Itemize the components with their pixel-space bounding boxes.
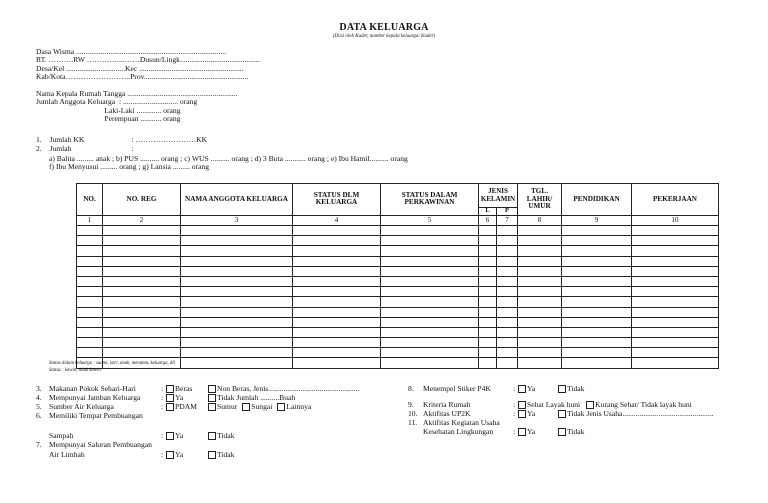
table-cell[interactable] [293, 276, 381, 286]
option-label: Tidak [567, 427, 585, 436]
table-row [77, 317, 719, 327]
checkbox-pdam[interactable] [166, 403, 174, 411]
table-cell[interactable] [479, 266, 497, 276]
checkbox-ya[interactable] [166, 394, 174, 402]
table-cell[interactable] [293, 317, 381, 327]
col-header-pekerjaan: PEKERJAAN [632, 184, 719, 216]
table-cell[interactable] [181, 287, 293, 297]
option-label: Tidak [217, 431, 235, 440]
table-row [77, 236, 719, 246]
table-cell[interactable] [293, 246, 381, 256]
column-number: 5 [381, 215, 479, 225]
option-label: Ya [175, 393, 184, 402]
item-colon: : [131, 143, 134, 153]
table-cell[interactable] [103, 226, 181, 236]
table-cell[interactable] [381, 327, 479, 337]
option-label: Lainnya [286, 402, 312, 411]
question-label: Air Limbah [49, 450, 85, 459]
table-cell[interactable] [497, 266, 518, 276]
table-cell[interactable] [381, 256, 479, 266]
table-cell[interactable] [77, 297, 103, 307]
table-cell[interactable] [77, 246, 103, 256]
item-number: 1. [36, 135, 42, 144]
field-jumlah-anggota[interactable]: Jumlah Anggota Keluarga : ............................. orang [36, 97, 198, 107]
table-cell[interactable] [562, 266, 632, 276]
question-label: Sampah [49, 431, 74, 440]
option-label: Ya [527, 409, 536, 418]
form-subtitle: (Diisi oleh Kader, number kepala keluarga/ Kader) [332, 34, 436, 39]
column-number: 1 [77, 215, 103, 225]
field-kepala-rumah-tangga[interactable]: Nama Kepala Rumah Tangga .......................................................... [36, 88, 238, 98]
table-cell[interactable] [381, 338, 479, 348]
table-cell[interactable] [181, 256, 293, 266]
question-label: Aktifitas UP2K [423, 409, 471, 418]
option-label: Ya [175, 431, 184, 440]
checkbox-ya[interactable] [518, 428, 526, 436]
question-9: 9. Kriteria Rumah : Sehat Layak huni Kurang Sehat/ Tidak layak huni [408, 400, 692, 409]
col-header-no-reg: NO. REG [103, 184, 181, 216]
option-label: Ya [527, 427, 536, 436]
table-cell[interactable] [181, 358, 293, 368]
checkbox-sumur[interactable] [208, 403, 216, 411]
table-cell[interactable] [77, 266, 103, 276]
table-cell[interactable] [518, 276, 562, 286]
table-cell[interactable] [381, 358, 479, 368]
jumlah-detail-2[interactable]: f) Ibu Menyusui ......... orang ; g) Lansia ......... orang [49, 162, 210, 171]
table-cell[interactable] [381, 226, 479, 236]
question-11-kesehatan: Kesehatan Lingkungan : Ya Tidak [423, 427, 585, 436]
table-cell[interactable] [381, 317, 479, 327]
table-cell[interactable] [77, 348, 103, 358]
table-cell[interactable] [181, 317, 293, 327]
table-cell[interactable] [497, 338, 518, 348]
question-7-limbah: Air Limbah : Ya Tidak [49, 450, 235, 459]
table-cell[interactable] [518, 327, 562, 337]
table-cell[interactable] [293, 338, 381, 348]
option-label: Tidak [567, 384, 585, 393]
table-cell[interactable] [562, 297, 632, 307]
checkbox-ya[interactable] [518, 385, 526, 393]
col-header-jenis-kelamin: JENIS KELAMIN [479, 184, 518, 208]
question-label: Mempunyai Jamban Keluarga [49, 393, 141, 402]
question-number: 11. [408, 418, 418, 427]
table-cell[interactable] [479, 246, 497, 256]
option-label: PDAM [175, 402, 197, 411]
table-cell[interactable] [632, 358, 719, 368]
col-header-nama: NAMA ANGGOTA KELUARGA [181, 184, 293, 216]
question-number: 5. [36, 402, 42, 411]
table-cell[interactable] [181, 307, 293, 317]
table-cell[interactable] [518, 287, 562, 297]
table-cell[interactable] [181, 338, 293, 348]
table-cell[interactable] [562, 256, 632, 266]
checkbox-tidak[interactable] [208, 451, 216, 459]
question-5: 5. Sumber Air Keluarga : PDAM Sumur Sungai Lainnya [36, 402, 312, 411]
col-header-no: NO. [77, 184, 103, 216]
table-cell[interactable] [497, 276, 518, 286]
table-cell[interactable] [181, 266, 293, 276]
question-label: Kriteria Rumah [423, 400, 471, 409]
option-label: Ya [175, 450, 184, 459]
option-label: Sehat Layak huni [527, 400, 581, 409]
question-label: Mempunyai Saluran Pembuangan [49, 440, 152, 449]
table-cell[interactable] [497, 236, 518, 246]
table-row [77, 256, 719, 266]
table-cell[interactable] [103, 348, 181, 358]
table-cell[interactable] [381, 276, 479, 286]
checkbox-ya[interactable] [518, 410, 526, 418]
checkbox-sehat-layak-huni[interactable] [518, 401, 526, 409]
item-label: Jumlah KK [49, 135, 85, 144]
table-cell[interactable] [518, 246, 562, 256]
table-cell[interactable] [381, 297, 479, 307]
checkbox-beras[interactable] [166, 385, 174, 393]
table-cell[interactable] [181, 348, 293, 358]
checkbox-tidak[interactable] [558, 385, 566, 393]
table-cell[interactable] [381, 246, 479, 256]
family-member-table [76, 183, 719, 369]
option-label: Sungai [251, 402, 273, 411]
table-cell[interactable] [518, 226, 562, 236]
field-kab-prov[interactable]: Kab/Kota……………………..Prov....................................................... [36, 72, 249, 82]
table-cell[interactable] [497, 327, 518, 337]
option-label: Tidak Jenis Usaha................................................ [567, 409, 714, 418]
table-cell[interactable] [77, 276, 103, 286]
question-label: Sumber Air Keluarga [49, 402, 114, 411]
table-cell[interactable] [77, 256, 103, 266]
table-cell[interactable] [103, 327, 181, 337]
table-cell[interactable] [77, 236, 103, 246]
table-cell[interactable] [497, 287, 518, 297]
table-cell[interactable] [293, 348, 381, 358]
table-cell[interactable] [497, 307, 518, 317]
table-cell[interactable] [497, 297, 518, 307]
table-cell[interactable] [293, 266, 381, 276]
table-row [77, 246, 719, 256]
checkbox-sungai[interactable] [242, 403, 250, 411]
col-header-tgl-lahir: TGL. LAHIR/ UMUR [518, 184, 562, 216]
question-4: 4. Mempunyai Jamban Keluarga : Ya Tidak Jumlah ..........Buah [36, 393, 296, 402]
option-label: Ya [527, 384, 536, 393]
column-number: 7 [497, 215, 518, 225]
option-label: Tidak Jumlah ..........Buah [217, 393, 296, 402]
table-cell[interactable] [181, 246, 293, 256]
column-number: 6 [479, 215, 497, 225]
table-cell[interactable] [103, 338, 181, 348]
table-cell[interactable] [518, 236, 562, 246]
question-number: 3. [36, 384, 42, 393]
table-cell[interactable] [518, 317, 562, 327]
question-10: 10. Aktifitas UP2K : Ya Tidak Jenis Usaha................................................ [408, 409, 714, 418]
checkbox-kurang-sehat[interactable] [586, 401, 594, 409]
table-cell[interactable] [479, 287, 497, 297]
table-row [77, 307, 719, 317]
checkbox-tidak[interactable] [558, 410, 566, 418]
table-cell[interactable] [479, 327, 497, 337]
checkbox-non-beras[interactable] [208, 385, 216, 393]
table-cell[interactable] [479, 317, 497, 327]
table-cell[interactable] [479, 348, 497, 358]
question-number: 8. [408, 384, 414, 393]
question-7 [36, 441, 152, 450]
table-cell[interactable] [632, 327, 719, 337]
table-cell[interactable] [181, 327, 293, 337]
table-cell[interactable] [479, 307, 497, 317]
checkbox-lainnya[interactable] [277, 403, 285, 411]
table-cell[interactable] [562, 327, 632, 337]
column-number: 8 [518, 215, 562, 225]
item-number: 2. [36, 143, 42, 153]
question-8: 8. Menempel Stiker P4K : Ya Tidak [408, 384, 585, 393]
table-cell[interactable] [518, 358, 562, 368]
table-cell[interactable] [562, 358, 632, 368]
table-cell[interactable] [103, 307, 181, 317]
question-label: Aktifitas Kegiatan Usaha [423, 418, 500, 427]
checkbox-tidak[interactable] [208, 432, 216, 440]
table-cell[interactable] [103, 297, 181, 307]
table-cell[interactable] [479, 256, 497, 266]
table-cell[interactable] [77, 327, 103, 337]
table-cell[interactable] [479, 226, 497, 236]
column-number: 2 [103, 215, 181, 225]
table-cell[interactable] [562, 348, 632, 358]
table-row [77, 327, 719, 337]
table-cell[interactable] [632, 236, 719, 246]
table-cell[interactable] [77, 226, 103, 236]
question-label: Kesehatan Lingkungan [423, 427, 494, 436]
table-cell[interactable] [497, 226, 518, 236]
table-cell[interactable] [77, 338, 103, 348]
item-label: Jumlah [49, 143, 72, 153]
field-perempuan[interactable]: Perempuan ........... orang [36, 114, 181, 124]
table-cell[interactable] [518, 256, 562, 266]
column-number: 10 [632, 215, 719, 225]
table-cell[interactable] [103, 246, 181, 256]
table-cell[interactable] [562, 338, 632, 348]
table-row [77, 226, 719, 236]
table-cell[interactable] [103, 276, 181, 286]
table-cell[interactable] [632, 226, 719, 236]
table-cell[interactable] [479, 236, 497, 246]
table-cell[interactable] [632, 297, 719, 307]
question-label: Memiliki Tempat Pembuangan [49, 411, 143, 420]
question-3: 3. Makanan Pokok Sehari-Hari : Beras Non Beras, Jenis................................................ [36, 384, 360, 393]
header-fields [36, 48, 260, 124]
question-6-sampah: Sampah : Ya Tidak [49, 431, 235, 440]
column-number-row [77, 215, 719, 225]
table-cell[interactable] [632, 287, 719, 297]
option-label: Kurang Sehat/ Tidak layak huni [595, 400, 692, 409]
table-row [77, 338, 719, 348]
table-cell[interactable] [479, 338, 497, 348]
table-cell[interactable] [103, 317, 181, 327]
table-cell[interactable] [293, 358, 381, 368]
table-cell[interactable] [518, 307, 562, 317]
table-cell[interactable] [497, 348, 518, 358]
table-cell[interactable] [479, 276, 497, 286]
note-status-kawin: Status : kawin, tidak kawin [49, 368, 101, 373]
table-cell[interactable] [562, 276, 632, 286]
column-number: 3 [181, 215, 293, 225]
question-label: Menempel Stiker P4K [423, 384, 491, 393]
table-cell[interactable] [518, 338, 562, 348]
table-cell[interactable] [562, 226, 632, 236]
table-row [77, 276, 719, 286]
table-cell[interactable] [562, 246, 632, 256]
table-cell[interactable] [293, 226, 381, 236]
col-header-status-perkawinan: STATUS DALAM PERKAWINAN [381, 184, 479, 216]
table-row [77, 348, 719, 358]
table-row [77, 287, 719, 297]
question-number: 6. [36, 411, 42, 420]
table-cell[interactable] [181, 276, 293, 286]
table-cell[interactable] [181, 236, 293, 246]
item-jumlah [36, 145, 134, 154]
table-cell[interactable] [632, 266, 719, 276]
question-number: 9. [408, 400, 414, 409]
question-label: Makanan Pokok Sehari-Hari [49, 384, 136, 393]
table-cell[interactable] [103, 256, 181, 266]
table-cell[interactable] [293, 297, 381, 307]
table-cell[interactable] [632, 276, 719, 286]
checkbox-tidak[interactable] [558, 428, 566, 436]
checkbox-tidak[interactable] [208, 394, 216, 402]
checkbox-ya[interactable] [166, 432, 174, 440]
table-cell[interactable] [562, 307, 632, 317]
table-cell[interactable] [77, 307, 103, 317]
table-cell[interactable] [632, 348, 719, 358]
table-cell[interactable] [479, 297, 497, 307]
option-label: Non Beras, Jenis................................................ [217, 384, 360, 393]
field-laki-laki[interactable]: Laki-Laki ............. orang [36, 105, 181, 115]
table-cell[interactable] [518, 348, 562, 358]
table-row [77, 297, 719, 307]
table-cell[interactable] [381, 236, 479, 246]
question-6 [36, 412, 143, 421]
table-cell[interactable] [181, 297, 293, 307]
table-cell[interactable] [562, 236, 632, 246]
note-status-keluarga: Status dalam keluarga : suami, istri, anak, menantu, keluarga, dll [49, 361, 175, 366]
field-desa-kec[interactable]: Desa/Kel ...............................Kec ....................................................... [36, 63, 244, 73]
table-cell[interactable] [497, 358, 518, 368]
table-cell[interactable] [632, 338, 719, 348]
table-cell[interactable] [293, 287, 381, 297]
table-cell[interactable] [562, 317, 632, 327]
field-jumlah-kk[interactable]: : ……………………KK [131, 135, 208, 144]
table-cell[interactable] [381, 348, 479, 358]
table-cell[interactable] [103, 236, 181, 246]
table-cell[interactable] [381, 287, 479, 297]
table-cell[interactable] [479, 358, 497, 368]
option-label: Sumur [217, 402, 238, 411]
option-label: Beras [175, 384, 193, 393]
col-header-status-keluarga: STATUS DLM KELUARGA [293, 184, 381, 216]
table-row [77, 266, 719, 276]
question-number: 7. [36, 440, 42, 449]
question-number: 10. [408, 409, 418, 418]
field-rt-rw-dusun[interactable]: RT. ……….RW …………....……Dusun/Lingk.......................................... [36, 55, 260, 65]
table-cell[interactable] [518, 266, 562, 276]
table-cell[interactable] [632, 256, 719, 266]
table-cell[interactable] [293, 236, 381, 246]
table-cell[interactable] [497, 317, 518, 327]
column-number: 9 [562, 215, 632, 225]
table-cell[interactable] [518, 297, 562, 307]
col-header-l: L [479, 208, 497, 216]
column-number: 4 [293, 215, 381, 225]
field-dasa-wisma[interactable]: Dasa Wisma ............................................................................... [36, 47, 227, 56]
table-cell[interactable] [293, 307, 381, 317]
col-header-pendidikan: PENDIDIKAN [562, 184, 632, 216]
table-cell[interactable] [77, 287, 103, 297]
table-cell[interactable] [293, 327, 381, 337]
option-label: Tidak [217, 450, 235, 459]
table-cell[interactable] [497, 256, 518, 266]
table-cell[interactable] [381, 307, 479, 317]
table-cell[interactable] [103, 287, 181, 297]
table-cell[interactable] [293, 256, 381, 266]
table-cell[interactable] [562, 287, 632, 297]
jumlah-detail-1[interactable]: a) Balita ......... anak ; b) PUS .......... orang ; c) WUS .......... orang ; d) 3 Buta ........... orang ; e) Ibu Hamil.......... orang [49, 153, 408, 163]
table-cell[interactable] [497, 246, 518, 256]
col-header-p: P [497, 208, 518, 216]
table-cell[interactable] [103, 266, 181, 276]
table-cell[interactable] [77, 317, 103, 327]
question-number: 4. [36, 393, 42, 402]
table-cell[interactable] [381, 266, 479, 276]
table-cell[interactable] [632, 307, 719, 317]
checkbox-ya[interactable] [166, 451, 174, 459]
table-cell[interactable] [632, 317, 719, 327]
table-cell[interactable] [181, 226, 293, 236]
form-title: DATA KELUARGA [339, 22, 429, 33]
table-cell[interactable] [632, 246, 719, 256]
